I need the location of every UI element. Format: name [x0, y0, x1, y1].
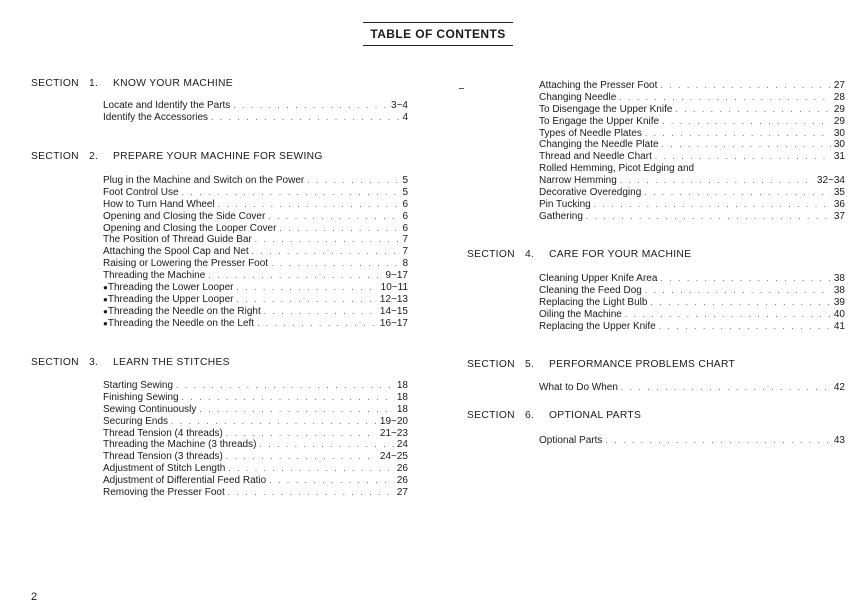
section-number: 5.: [525, 359, 535, 370]
toc-entry[interactable]: [539, 273, 845, 285]
leader-dots: [625, 309, 831, 321]
toc-entry[interactable]: [539, 297, 845, 309]
leader-dots: [645, 128, 831, 140]
leader-dots: [252, 246, 400, 258]
title-bottom-rule: [363, 45, 513, 46]
toc-entry[interactable]: [103, 187, 408, 199]
toc-entry-title: Locate and Identify the Parts: [103, 100, 231, 111]
section-word: SECTION: [467, 410, 515, 421]
toc-entry[interactable]: [103, 211, 408, 223]
leader-dots: [208, 270, 382, 282]
leader-dots: [675, 104, 830, 116]
section-4-entries: [539, 273, 845, 332]
toc-entry-title: Changing Needle: [539, 91, 617, 103]
leader-dots: [307, 175, 399, 187]
toc-entry-title: Removing the Presser Foot: [103, 487, 225, 499]
leader-dots: [662, 116, 831, 128]
section-word: SECTION: [31, 151, 79, 162]
toc-entry[interactable]: [539, 151, 845, 163]
leader-dots: [233, 100, 388, 112]
toc-entry-page: 18: [396, 380, 408, 391]
leader-dots: [619, 92, 831, 104]
section-number: 1.: [89, 78, 99, 89]
leader-dots: [259, 439, 393, 451]
toc-entry-page: 19~20: [379, 415, 408, 427]
toc-entry-title: Adjustment of Differential Feed Ratio: [103, 475, 267, 487]
toc-entry-page: 6: [402, 222, 408, 234]
section-word: SECTION: [31, 78, 79, 89]
toc-entry[interactable]: [103, 318, 408, 330]
toc-entry-title: Thread Tension (4 threads): [103, 427, 223, 439]
toc-entry-page: 12~13: [379, 293, 408, 305]
section-4-heading: [467, 249, 691, 260]
toc-entry-page: 38: [833, 273, 845, 284]
toc-entry[interactable]: [103, 487, 408, 499]
toc-entry[interactable]: [103, 380, 408, 392]
section-number: 4.: [525, 249, 535, 260]
toc-entry-title: Sewing Continuously: [103, 403, 197, 415]
toc-entry[interactable]: [539, 187, 845, 199]
toc-entry-title: Securing Ends: [103, 415, 169, 427]
toc-entry-page: 3~4: [391, 100, 408, 111]
section-label: PREPARE YOUR MACHINE FOR SEWING: [113, 151, 323, 162]
toc-entry-title: Opening and Closing the Looper Cover: [103, 222, 277, 234]
toc-entry-page: 42: [833, 382, 845, 393]
toc-entry[interactable]: [539, 128, 845, 140]
toc-entry[interactable]: [539, 309, 845, 321]
toc-entry[interactable]: [539, 199, 845, 211]
toc-entry-page: 35: [833, 187, 845, 199]
toc-entry-page: 27: [396, 487, 408, 499]
toc-entry[interactable]: [103, 199, 408, 211]
toc-entry[interactable]: [539, 92, 845, 104]
toc-entry-page: 6: [402, 210, 408, 222]
section-1-heading: [31, 78, 233, 89]
leader-dots: [228, 487, 394, 499]
leader-dots: [218, 199, 400, 211]
toc-entry-title: Threading the Upper Looper: [107, 293, 234, 305]
leader-dots: [171, 416, 377, 428]
leader-dots: [594, 199, 831, 211]
toc-entry[interactable]: [103, 223, 408, 235]
toc-entry[interactable]: [103, 428, 408, 440]
leader-dots: [650, 297, 830, 309]
toc-entry-title: Cleaning Upper Knife Area: [539, 273, 658, 284]
toc-entry[interactable]: [539, 382, 845, 394]
toc-entry-page: 10~11: [380, 282, 408, 294]
toc-entry[interactable]: [539, 116, 845, 128]
leader-dots: [182, 392, 394, 404]
toc-entry[interactable]: [539, 80, 845, 92]
toc-entry-page: 9~17: [385, 270, 408, 282]
bullet-icon: ●: [103, 306, 108, 316]
toc-entry-title: Oiling the Machine: [539, 308, 622, 320]
leader-dots: [605, 435, 831, 447]
margin-mark: [459, 88, 464, 89]
toc-entry[interactable]: [103, 404, 408, 416]
toc-entry[interactable]: [539, 104, 845, 116]
toc-entry-title: Pin Tucking: [539, 198, 591, 210]
toc-entry-title: Threading the Needle on the Left: [107, 317, 255, 329]
section-5-heading: [467, 359, 735, 370]
page-title: TABLE OF CONTENTS: [370, 27, 506, 41]
section-6-heading: [467, 410, 641, 421]
toc-entry[interactable]: [539, 321, 845, 333]
toc-entry-title: Identify the Accessories: [103, 111, 209, 123]
leader-dots: [236, 282, 377, 294]
toc-entry-page: 32~34: [816, 175, 845, 187]
toc-entry[interactable]: [539, 175, 845, 187]
toc-entry-page: 27: [833, 80, 845, 91]
toc-entry-page: 5: [402, 186, 408, 198]
leader-dots: [620, 175, 814, 187]
toc-entry-title: To Engage the Upper Knife: [539, 115, 660, 127]
toc-entry-page: 18: [396, 391, 408, 403]
toc-entry-page: 38: [833, 284, 845, 296]
leader-dots: [236, 294, 376, 306]
toc-entry-title: Thread and Needle Chart: [539, 151, 652, 163]
toc-entry[interactable]: [103, 100, 408, 112]
toc-entry-page: 7: [402, 246, 408, 258]
toc-entry-title: What to Do When: [539, 382, 618, 393]
toc-entry-title: Types of Needle Plates: [539, 127, 642, 139]
leader-dots: [659, 321, 831, 333]
leader-dots: [621, 382, 831, 394]
toc-entry-page: 26: [396, 463, 408, 475]
toc-entry-title: Cleaning the Feed Dog: [539, 284, 642, 296]
bullet-icon: ●: [103, 283, 108, 293]
toc-entry-page: 43: [833, 435, 845, 446]
toc-entry-page: 14~15: [379, 305, 408, 317]
toc-entry[interactable]: [103, 294, 408, 306]
leader-dots: [269, 475, 394, 487]
leader-dots: [655, 151, 831, 163]
section-number: 6.: [525, 410, 535, 421]
section-3-heading: [31, 357, 230, 368]
toc-entry-title: Changing the Needle Plate: [539, 139, 659, 151]
toc-entry-title: Threading the Machine: [103, 270, 206, 282]
toc-entry[interactable]: [103, 439, 408, 451]
section-1-entries: [103, 100, 408, 124]
toc-entry-title: How to Turn Hand Wheel: [103, 198, 215, 210]
toc-entry-title: Threading the Machine (3 threads): [103, 439, 257, 451]
toc-entry-title: Plug in the Machine and Switch on the Power: [103, 175, 305, 186]
toc-entry-page: 21~23: [379, 427, 408, 439]
toc-entry-title: Attaching the Spool Cap and Net: [103, 246, 249, 258]
toc-entry-page: 6: [402, 198, 408, 210]
leader-dots: [644, 187, 831, 199]
section-3-entries: [103, 380, 408, 499]
bullet-icon: ●: [103, 318, 108, 328]
toc-entry-title: Thread Tension (3 threads): [103, 451, 223, 463]
toc-entry-page: 18: [396, 403, 408, 415]
leader-dots: [182, 187, 400, 199]
toc-entry[interactable]: [103, 246, 408, 258]
bullet-icon: ●: [103, 294, 108, 304]
section-word: SECTION: [31, 357, 79, 368]
toc-entry[interactable]: [539, 435, 845, 447]
section-word: SECTION: [467, 249, 515, 260]
section-label: OPTIONAL PARTS: [549, 410, 642, 421]
toc-entry-title: Threading the Needle on the Right: [107, 305, 261, 317]
toc-entry[interactable]: [103, 416, 408, 428]
toc-entry-page: 8: [402, 258, 408, 270]
section-5-entries: [539, 382, 845, 394]
leader-dots: [211, 112, 399, 124]
toc-entry-title: Narrow Hemming: [539, 175, 617, 187]
section-3-continued-entries: [539, 80, 845, 223]
toc-entry-title: Replacing the Upper Knife: [539, 320, 656, 332]
toc-entry-page: 41: [833, 320, 845, 332]
toc-entry-title: The Position of Thread Guide Bar: [103, 234, 252, 246]
section-word: SECTION: [467, 359, 515, 370]
leader-dots: [271, 258, 399, 270]
toc-entry[interactable]: [539, 285, 845, 297]
leader-dots: [228, 463, 394, 475]
page-number: 2: [31, 591, 38, 603]
toc-entry[interactable]: [539, 211, 845, 223]
leader-dots: [226, 451, 377, 463]
toc-entry[interactable]: [103, 451, 408, 463]
section-label: CARE FOR YOUR MACHINE: [549, 249, 692, 260]
toc-title-block: [363, 22, 513, 46]
toc-entry-page: 30: [833, 127, 845, 139]
toc-entry-title: Attaching the Presser Foot: [539, 80, 658, 91]
toc-entry-title: To Disengage the Upper Knife: [539, 103, 673, 115]
toc-entry[interactable]: [103, 463, 408, 475]
toc-entry-page: 7: [402, 234, 408, 246]
leader-dots: [255, 234, 400, 246]
toc-entry-page: 36: [833, 198, 845, 210]
toc-entry-page: 40: [833, 308, 845, 320]
toc-entry-page: 31: [833, 151, 845, 163]
toc-entry[interactable]: [103, 282, 408, 294]
toc-entry-page: 24: [396, 439, 408, 451]
toc-entry[interactable]: [103, 392, 408, 404]
leader-dots: [645, 285, 831, 297]
toc-entry-title: Opening and Closing the Side Cover: [103, 210, 266, 222]
toc-entry[interactable]: [103, 306, 408, 318]
toc-entry[interactable]: [103, 112, 408, 124]
toc-entry-page: 4: [402, 111, 408, 123]
section-number: 3.: [89, 357, 99, 368]
toc-entry-page: 28: [833, 91, 845, 103]
leader-dots: [660, 80, 830, 92]
toc-entry-title: Finishing Sewing: [103, 391, 179, 403]
toc-entry-page: 29: [833, 115, 845, 127]
leader-dots: [586, 211, 831, 223]
toc-entry[interactable]: [539, 163, 845, 175]
toc-entry-title: Rolled Hemming, Picot Edging and: [539, 163, 695, 175]
section-6-entries: [539, 435, 845, 447]
toc-entry-title: Raising or Lowering the Presser Foot: [103, 258, 269, 270]
section-number: 2.: [89, 151, 99, 162]
toc-entry-title: Replacing the Light Bulb: [539, 296, 648, 308]
toc-entry[interactable]: [103, 175, 408, 187]
leader-dots: [176, 380, 394, 392]
toc-entry[interactable]: [539, 139, 845, 151]
toc-entry-title: Foot Control Use: [103, 186, 179, 198]
toc-entry-title: Gathering: [539, 210, 583, 222]
section-label: LEARN THE STITCHES: [113, 357, 230, 368]
toc-entry-title: Starting Sewing: [103, 380, 174, 391]
section-label: PERFORMANCE PROBLEMS CHART: [549, 359, 736, 370]
toc-entry-page: 30: [833, 139, 845, 151]
toc-entry-page: 16~17: [379, 317, 408, 329]
toc-entry-title: Decorative Overedging: [539, 187, 642, 199]
toc-entry-title: Adjustment of Stitch Length: [103, 463, 226, 475]
leader-dots: [226, 428, 377, 440]
leader-dots: [662, 139, 831, 151]
toc-entry[interactable]: [103, 258, 408, 270]
toc-entry[interactable]: [103, 475, 408, 487]
section-label: KNOW YOUR MACHINE: [113, 78, 233, 89]
leader-dots: [264, 306, 377, 318]
leader-dots: [199, 404, 393, 416]
toc-entry[interactable]: [103, 234, 408, 246]
leader-dots: [279, 223, 399, 235]
leader-dots: [660, 273, 830, 285]
toc-entry-page: 39: [833, 296, 845, 308]
toc-entry-page: 37: [833, 210, 845, 222]
section-2-heading: [31, 151, 323, 162]
toc-entry[interactable]: [103, 270, 408, 282]
toc-entry-title: Threading the Lower Looper: [107, 282, 234, 294]
toc-entry-page: 5: [402, 175, 408, 186]
section-2-entries: [103, 175, 408, 330]
toc-entry-page: 29: [833, 103, 845, 115]
toc-entry-title: Optional Parts: [539, 435, 603, 446]
leader-dots: [268, 211, 399, 223]
toc-entry-page: 24~25: [379, 451, 408, 463]
toc-entry-page: 26: [396, 475, 408, 487]
leader-dots: [257, 318, 377, 330]
